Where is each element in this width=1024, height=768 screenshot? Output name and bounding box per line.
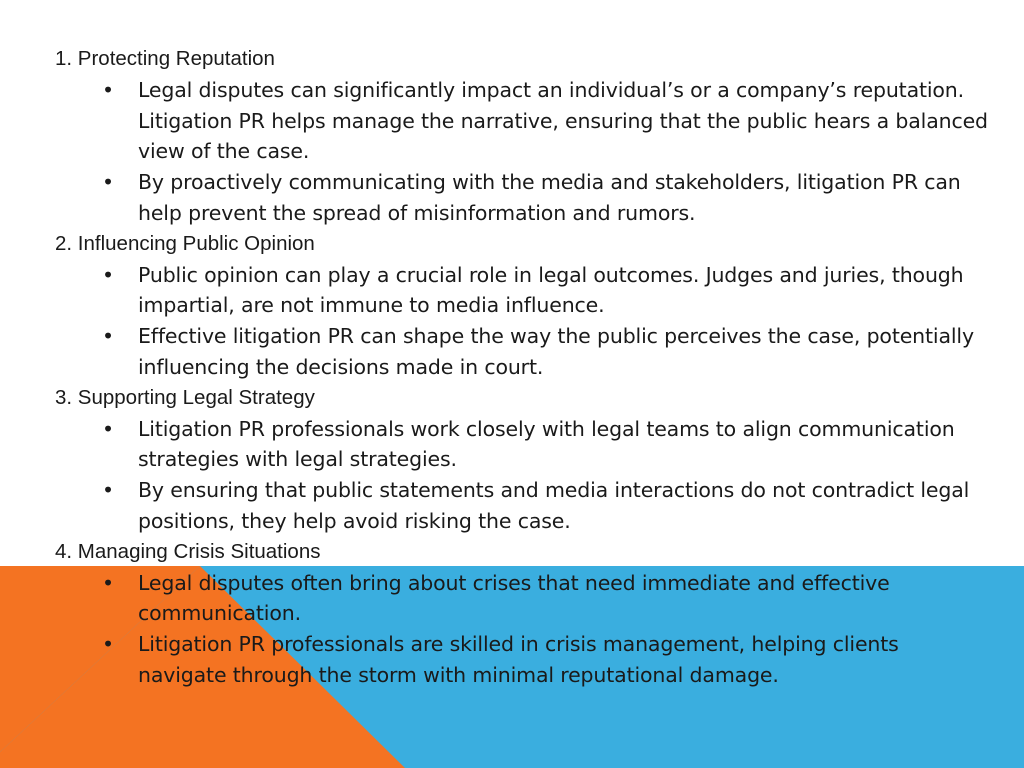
bullet-text: Legal disputes can significantly impact an individual’s or a company’s reputation. Litigation PR helps manage the narrative, ensuring that the public hears a balanced view of the case. [138,77,988,164]
bullet-item [102,568,990,630]
slide-content [55,44,990,691]
bullet-list [55,75,990,229]
bullet-icon: • [102,262,114,287]
bullet-item [102,321,990,383]
bullet-text: Litigation PR professionals are skilled in crisis management, helping clients navigate through the storm with minimal reputational damage. [138,632,899,687]
bullet-item [102,629,990,691]
bullet-item [102,475,990,537]
bullet-item [102,260,990,322]
bullet-list [55,568,990,691]
bullet-list [55,260,990,383]
bullet-item [102,414,990,476]
bullet-icon: • [102,324,114,349]
section-heading: 2. Influencing Public Opinion [55,231,315,255]
bullet-text: Litigation PR professionals work closely with legal teams to align communication strategies with legal strategies. [138,416,955,472]
bullet-text: By ensuring that public statements and media interactions do not contradict legal positions, they help avoid risking the case. [138,478,970,533]
bullet-icon: • [102,77,114,102]
bullet-item [102,167,990,229]
bullet-icon: • [102,416,114,441]
bullet-item [102,75,990,167]
bullet-icon: • [102,478,114,503]
bullet-text: Effective litigation PR can shape the way the public perceives the case, potentially influencing the decisions made in court. [138,324,974,379]
bullet-text: By proactively communicating with the media and stakeholders, litigation PR can help prevent the spread of misinformation and rumors. [138,170,961,225]
bullet-text: Legal disputes often bring about crises that need immediate and effective communication. [138,570,890,626]
section-heading: 4. Managing Crisis Situations [55,539,321,563]
bullet-icon: • [102,170,114,195]
section-heading: 1. Protecting Reputation [55,47,275,70]
bullet-list [55,414,990,537]
bullet-icon: • [102,570,114,595]
section-heading: 3. Supporting Legal Strategy [55,385,315,409]
bullet-text: Public opinion can play a crucial role in legal outcomes. Judges and juries, though impartial, are not immune to media influence. [138,262,964,318]
bullet-icon: • [102,632,114,657]
